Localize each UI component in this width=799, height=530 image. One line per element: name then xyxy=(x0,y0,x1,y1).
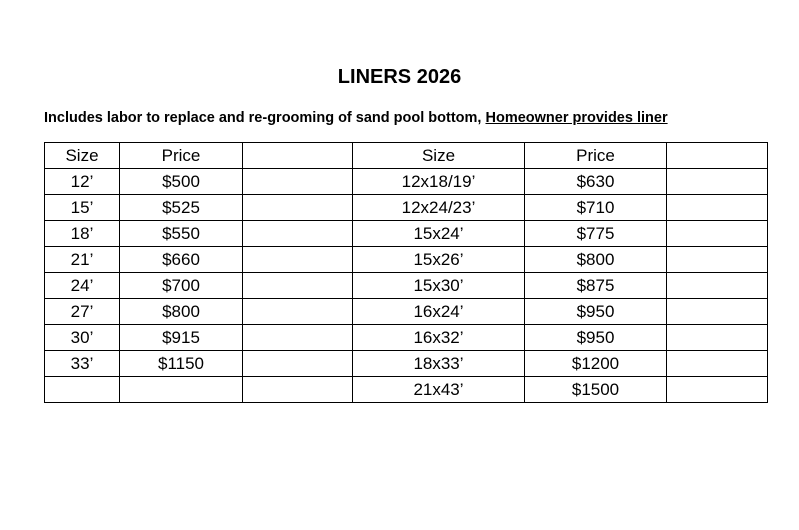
table-cell: $775 xyxy=(525,221,667,247)
subtitle-text: Includes labor to replace and re-grooming of sand pool bottom, xyxy=(44,110,486,126)
table-cell: $710 xyxy=(525,195,667,221)
table-cell xyxy=(667,247,768,273)
table-cell xyxy=(243,351,353,377)
table-cell xyxy=(667,195,768,221)
table-cell: $1200 xyxy=(525,351,667,377)
table-cell: $875 xyxy=(525,273,667,299)
table-cell: 15’ xyxy=(45,195,120,221)
table-row xyxy=(45,377,768,403)
table-cell: $630 xyxy=(525,169,667,195)
table-cell: 16x32’ xyxy=(353,325,525,351)
table-header-row xyxy=(45,143,768,169)
table-cell: 12’ xyxy=(45,169,120,195)
page-title: LINERS 2026 xyxy=(337,66,462,88)
table-cell xyxy=(243,377,353,403)
table-cell: 12x18/19’ xyxy=(353,169,525,195)
table-cell xyxy=(667,325,768,351)
table-cell: 18’ xyxy=(45,221,120,247)
table-cell xyxy=(243,273,353,299)
table-cell: $915 xyxy=(120,325,243,351)
header-cell: Price xyxy=(120,143,243,169)
table-cell xyxy=(243,325,353,351)
header-cell xyxy=(667,143,768,169)
table-cell: $1500 xyxy=(525,377,667,403)
table-cell: 21x43’ xyxy=(353,377,525,403)
table-row xyxy=(45,351,768,377)
table-cell: 12x24/23’ xyxy=(353,195,525,221)
table-cell xyxy=(120,377,243,403)
table-cell: $500 xyxy=(120,169,243,195)
table-cell: 15x26’ xyxy=(353,247,525,273)
table-cell: 27’ xyxy=(45,299,120,325)
table-row xyxy=(45,325,768,351)
table-cell: $525 xyxy=(120,195,243,221)
table-row xyxy=(45,299,768,325)
table-cell xyxy=(667,351,768,377)
table-cell: $700 xyxy=(120,273,243,299)
table-cell xyxy=(667,273,768,299)
price-table xyxy=(44,142,768,403)
table-row xyxy=(45,195,768,221)
table-cell: 15x30’ xyxy=(353,273,525,299)
table-cell xyxy=(243,247,353,273)
subtitle xyxy=(44,108,784,128)
table-cell: $800 xyxy=(120,299,243,325)
table-cell: $660 xyxy=(120,247,243,273)
table-cell xyxy=(243,221,353,247)
header-cell xyxy=(243,143,353,169)
subtitle-underlined-note: Homeowner provides liner xyxy=(485,110,668,126)
table-cell xyxy=(667,221,768,247)
table-row xyxy=(45,169,768,195)
table-cell xyxy=(243,195,353,221)
table-cell: 18x33’ xyxy=(353,351,525,377)
table-cell xyxy=(667,299,768,325)
table-cell: 16x24’ xyxy=(353,299,525,325)
table-row xyxy=(45,221,768,247)
table-cell: 15x24’ xyxy=(353,221,525,247)
table-cell: $1150 xyxy=(120,351,243,377)
table-cell xyxy=(667,169,768,195)
table-cell: 24’ xyxy=(45,273,120,299)
table-cell: $950 xyxy=(525,299,667,325)
header-cell: Size xyxy=(45,143,120,169)
table-cell: $950 xyxy=(525,325,667,351)
header-cell: Price xyxy=(525,143,667,169)
table-cell: 33’ xyxy=(45,351,120,377)
table-row xyxy=(45,247,768,273)
table-cell: $550 xyxy=(120,221,243,247)
header-cell: Size xyxy=(353,143,525,169)
table-cell: $800 xyxy=(525,247,667,273)
table-row xyxy=(45,273,768,299)
table-cell: 30’ xyxy=(45,325,120,351)
table-cell: 21’ xyxy=(45,247,120,273)
table-cell xyxy=(667,377,768,403)
table-cell xyxy=(243,169,353,195)
table-cell xyxy=(243,299,353,325)
table-cell xyxy=(45,377,120,403)
